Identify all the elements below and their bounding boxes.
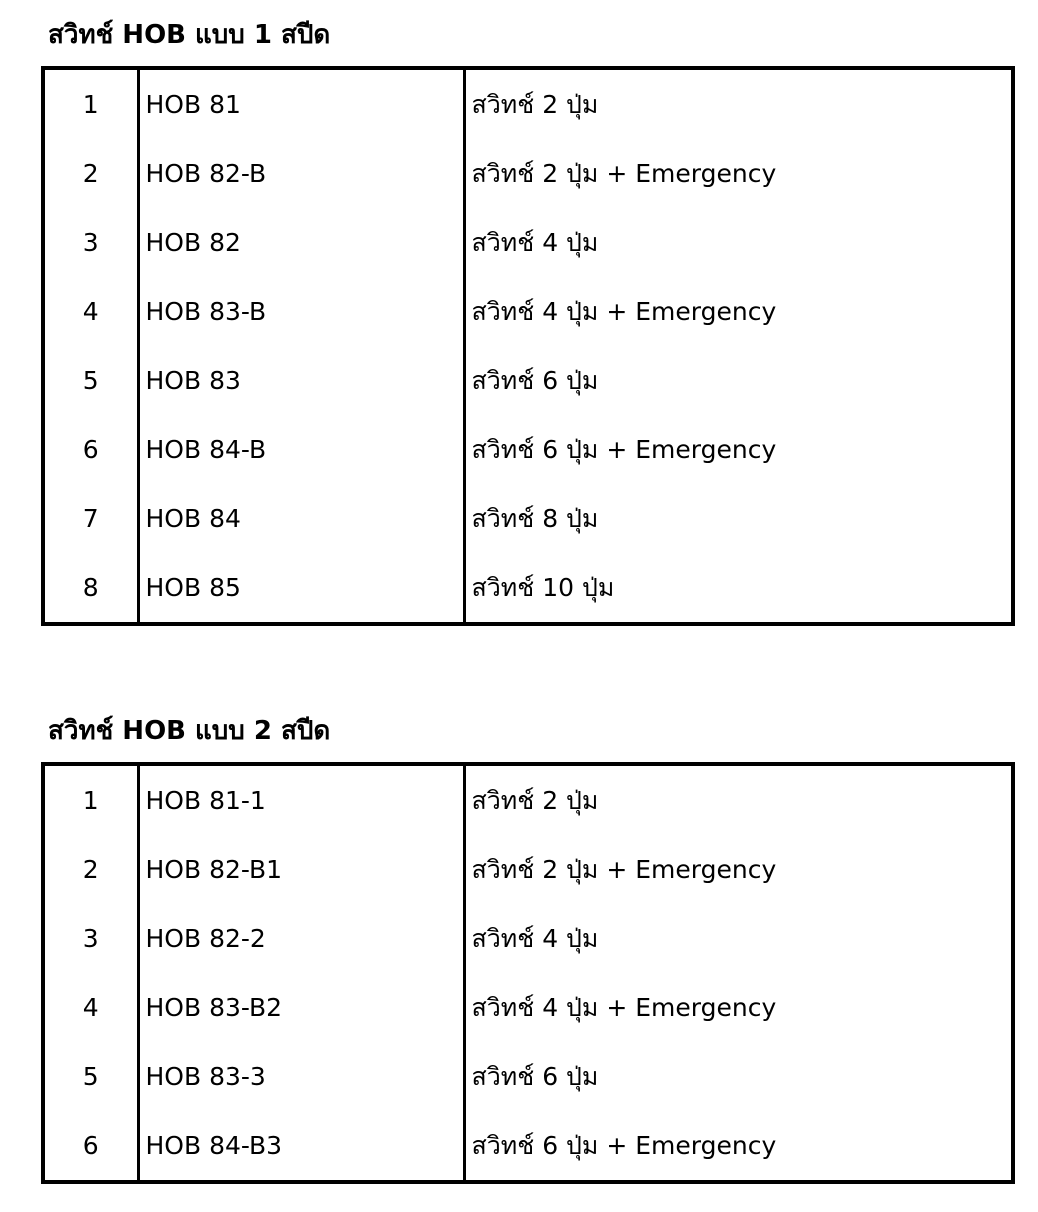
table-row	[43, 277, 1013, 346]
model-description: สวิทช์ 4 ปุ่ม	[471, 923, 599, 953]
table-row	[43, 68, 1013, 139]
model-description: สวิทช์ 6 ปุ่ม + Emergency	[471, 434, 777, 464]
model-code: HOB 82	[138, 208, 464, 277]
model-code: HOB 82-2	[138, 904, 464, 973]
model-code: HOB 84	[138, 484, 464, 553]
table-row	[43, 415, 1013, 484]
model-code: HOB 82-B	[138, 139, 464, 208]
table-row	[43, 1111, 1013, 1182]
model-description: สวิทช์ 2 ปุ่ม + Emergency	[471, 158, 777, 188]
model-description: สวิทช์ 10 ปุ่ม	[471, 572, 615, 602]
row-number: 6	[43, 1111, 138, 1182]
table-row	[43, 835, 1013, 904]
model-description: สวิทช์ 8 ปุ่ม	[471, 503, 599, 533]
model-code: HOB 85	[138, 553, 464, 624]
model-description: สวิทช์ 4 ปุ่ม + Emergency	[471, 992, 777, 1022]
section-title-2-speed: สวิทช์ HOB แบบ 2 สปีด	[48, 716, 331, 746]
model-code: HOB 84-B	[138, 415, 464, 484]
row-number: 4	[43, 277, 138, 346]
table-row	[43, 764, 1013, 835]
row-number: 3	[43, 904, 138, 973]
row-number: 6	[43, 415, 138, 484]
model-description: สวิทช์ 2 ปุ่ม	[471, 89, 599, 119]
model-code: HOB 83-B	[138, 277, 464, 346]
row-number: 4	[43, 973, 138, 1042]
model-description: สวิทช์ 6 ปุ่ม	[471, 365, 599, 395]
model-code: HOB 81	[138, 68, 464, 139]
table-row	[43, 904, 1013, 973]
row-number: 3	[43, 208, 138, 277]
section-title-1-speed: สวิทช์ HOB แบบ 1 สปีด	[48, 20, 331, 50]
switch-table-1-speed	[41, 66, 1015, 626]
table-row	[43, 139, 1013, 208]
table-row	[43, 973, 1013, 1042]
row-number: 7	[43, 484, 138, 553]
row-number: 5	[43, 346, 138, 415]
switch-table-2-speed	[41, 762, 1015, 1184]
model-code: HOB 83-B2	[138, 973, 464, 1042]
model-description: สวิทช์ 2 ปุ่ม + Emergency	[471, 854, 777, 884]
model-description: สวิทช์ 2 ปุ่ม	[471, 785, 599, 815]
model-code: HOB 83-3	[138, 1042, 464, 1111]
model-code: HOB 83	[138, 346, 464, 415]
table-row	[43, 553, 1013, 624]
row-number: 1	[43, 68, 138, 139]
table-row	[43, 346, 1013, 415]
table-row	[43, 1042, 1013, 1111]
model-code: HOB 82-B1	[138, 835, 464, 904]
row-number: 1	[43, 764, 138, 835]
model-code: HOB 84-B3	[138, 1111, 464, 1182]
table-row	[43, 484, 1013, 553]
row-number: 2	[43, 139, 138, 208]
row-number: 2	[43, 835, 138, 904]
model-description: สวิทช์ 4 ปุ่ม	[471, 227, 599, 257]
model-code: HOB 81-1	[138, 764, 464, 835]
model-description: สวิทช์ 4 ปุ่ม + Emergency	[471, 296, 777, 326]
table-row	[43, 208, 1013, 277]
row-number: 5	[43, 1042, 138, 1111]
model-description: สวิทช์ 6 ปุ่ม + Emergency	[471, 1130, 777, 1160]
model-description: สวิทช์ 6 ปุ่ม	[471, 1061, 599, 1091]
row-number: 8	[43, 553, 138, 624]
